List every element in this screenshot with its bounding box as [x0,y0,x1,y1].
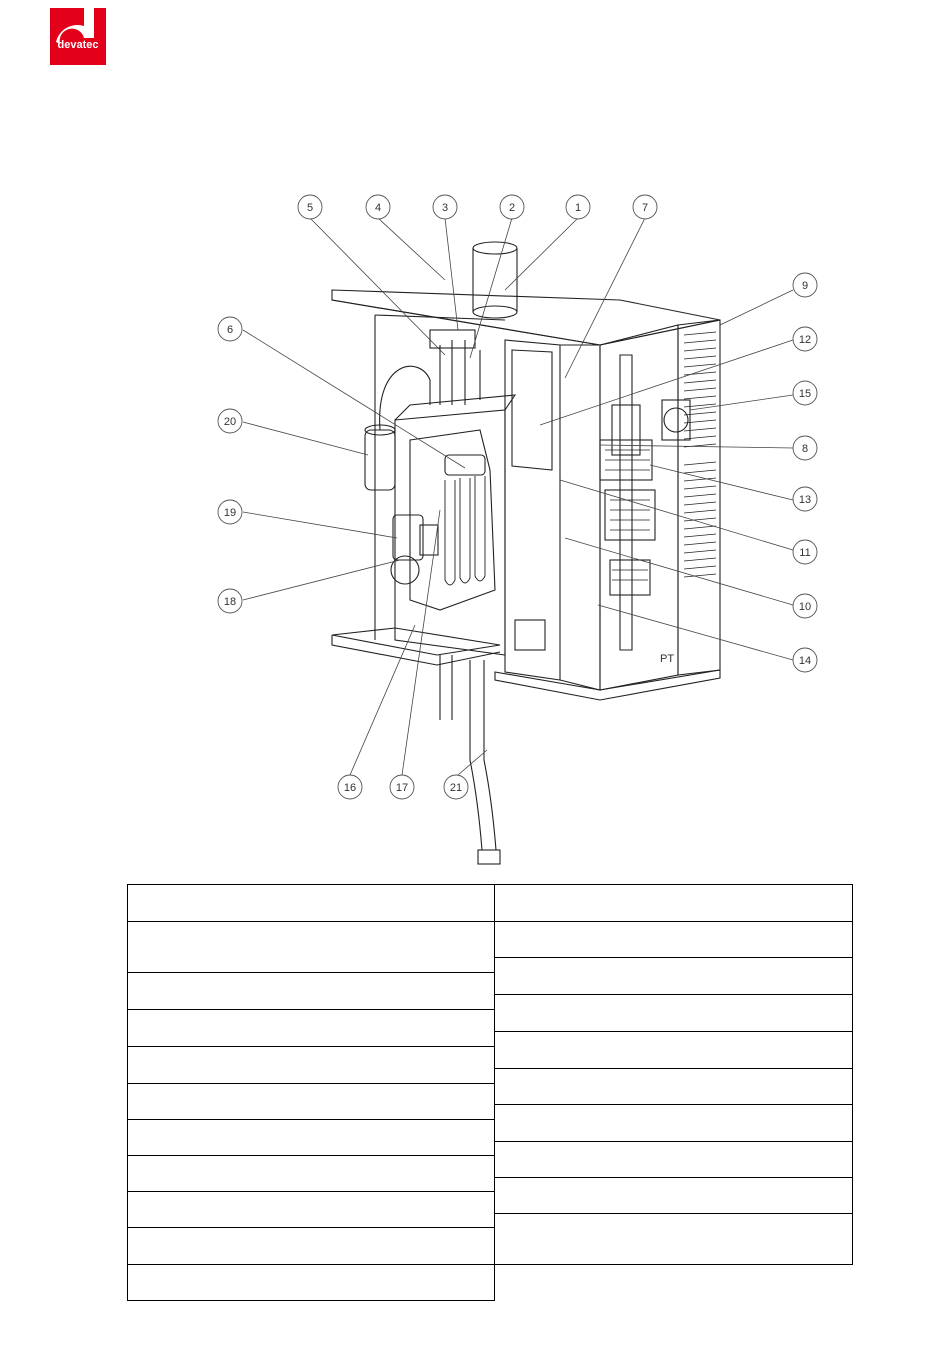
drawing-grid-label: PT [660,653,675,665]
callout-9: 9 [801,280,809,292]
callout-11: 11 [799,547,811,559]
table-cell-left [127,1046,495,1084]
table-cell-right [494,1068,853,1105]
table-cell-right [494,921,853,958]
callout-19: 19 [223,507,237,519]
callout-8: 8 [801,443,809,455]
table-cell-left [127,1155,495,1192]
devatec-logo [50,8,106,65]
table-cell-left [127,1009,495,1047]
table-cell-left [127,1083,495,1120]
table-cell-left [127,1191,495,1228]
callout-21: 21 [449,782,463,794]
table-cell-left [127,1264,495,1301]
callout-17: 17 [395,782,409,794]
callout-13: 13 [798,494,812,506]
table-cell-right [494,884,853,922]
table-cell-right [494,1104,853,1142]
callout-14: 14 [798,655,812,667]
callout-6: 6 [226,324,234,336]
callout-5: 5 [306,202,314,214]
table-cell-right [494,1031,853,1069]
table-cell-left [127,921,495,973]
table-cell-right [494,957,853,995]
table-cell-right [494,994,853,1032]
callout-12: 12 [798,334,812,346]
callout-1: 1 [574,202,582,214]
exploded-assembly-drawing [0,185,950,870]
table-cell-right [494,1213,853,1265]
table-cell-left [127,1119,495,1156]
table-cell-left [127,972,495,1010]
callout-4: 4 [374,202,382,214]
callout-18: 18 [223,596,237,608]
table-cell-right [494,1141,853,1178]
callout-3: 3 [441,202,449,214]
callout-16: 16 [343,782,357,794]
callout-2: 2 [508,202,516,214]
callout-7: 7 [641,202,649,214]
callout-10: 10 [798,601,812,613]
table-cell-left [127,884,495,922]
svg-text:devatec: devatec [57,39,99,51]
callout-15: 15 [798,388,812,400]
table-cell-left [127,1227,495,1265]
table-cell-right [494,1177,853,1214]
callout-20: 20 [223,416,237,428]
